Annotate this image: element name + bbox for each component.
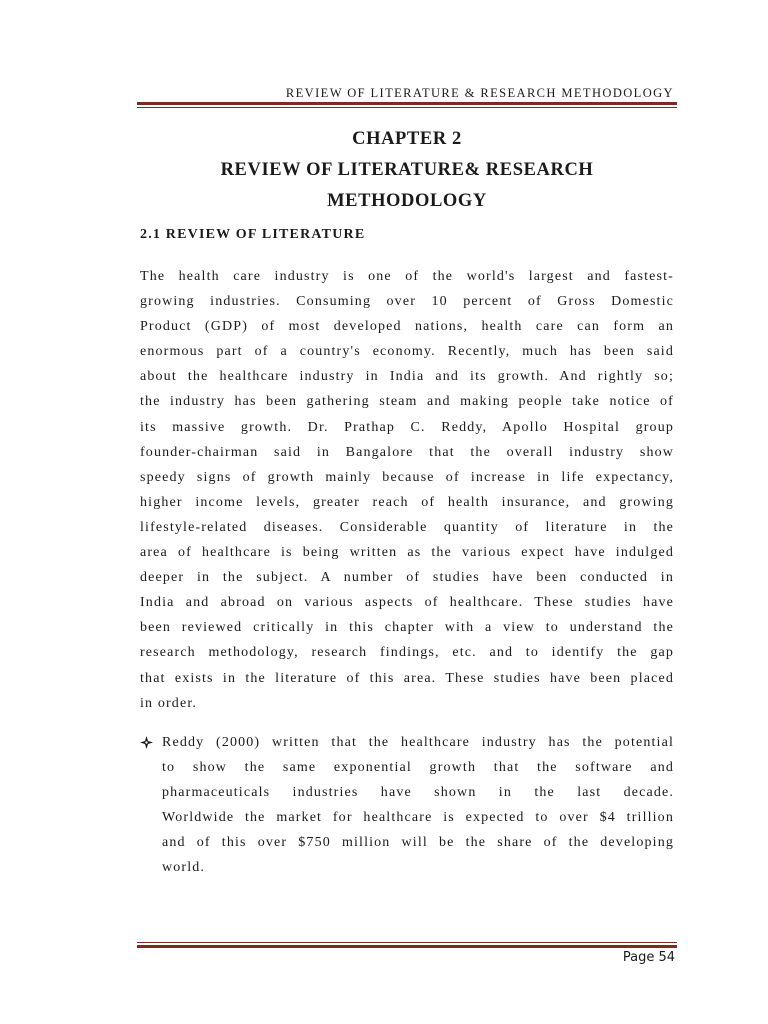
- bullet-line: Reddy (2000) written that the healthcare industry has the potential: [162, 735, 674, 750]
- paragraph-line: growing industries. Consuming over 10 percent of Gross Domestic: [140, 294, 674, 310]
- bullet-text: [162, 730, 674, 881]
- page-number: Page 54: [622, 950, 675, 965]
- paragraph-line: that exists in the literature of this area. These studies have been placed: [140, 670, 674, 686]
- paragraph-line: India and abroad on various aspects of healthcare. These studies have: [140, 595, 674, 611]
- paragraph-line: deeper in the subject. A number of studies have been conducted in: [140, 570, 674, 586]
- paragraph-line: lifestyle-related diseases. Considerable quantity of literature in the: [140, 519, 674, 535]
- paragraph-line: enormous part of a country's economy. Recently, much has been said: [140, 344, 674, 360]
- body-paragraph: [140, 264, 674, 716]
- paragraph-line: higher income levels, greater reach of health insurance, and growing: [140, 494, 674, 510]
- chapter-title-line-1: REVIEW OF LITERATURE& RESEARCH: [220, 160, 594, 180]
- chapter-number: CHAPTER 2: [352, 129, 462, 149]
- paragraph-line: been reviewed critically in this chapter with a view to understand the: [140, 620, 674, 636]
- footer-divider: [137, 940, 677, 948]
- section-heading: 2.1 REVIEW OF LITERATURE: [140, 227, 366, 242]
- chapter-title: [137, 124, 677, 217]
- paragraph-line: area of healthcare is being written as the various expect have indulged: [140, 545, 674, 561]
- paragraph-line: speedy signs of growth mainly because of increase in life expectancy,: [140, 469, 674, 485]
- bullet-line: to show the same exponential growth that the software and: [162, 760, 674, 776]
- paragraph-line: its massive growth. Dr. Prathap C. Reddy, Apollo Hospital group: [140, 419, 674, 435]
- bullet-line: pharmaceuticals industries have shown in the last decade.: [162, 785, 674, 801]
- paragraph-line: founder-chairman said in Bangalore that the overall industry show: [140, 444, 674, 460]
- paragraph-line: Product (GDP) of most developed nations, health care can form an: [140, 319, 674, 335]
- paragraph-line: about the healthcare industry in India and its growth. And rightly so;: [140, 369, 674, 385]
- bullet-line: world.: [162, 860, 206, 876]
- running-header: REVIEW OF LITERATURE & RESEARCH METHODOLOGY: [285, 86, 674, 100]
- chapter-title-line-2: METHODOLOGY: [327, 191, 487, 211]
- paragraph-line: the industry has been gathering steam and making people take notice of: [140, 394, 674, 410]
- diamond-bullet-icon: [140, 730, 154, 755]
- paragraph-line: in order.: [140, 695, 198, 711]
- paragraph-line: research methodology, research findings, etc. and to identify the gap: [140, 645, 674, 661]
- paragraph-line: The health care industry is one of the world's largest and fastest-: [140, 269, 674, 284]
- bullet-line: Worldwide the market for healthcare is expected to over $4 trillion: [162, 810, 674, 826]
- header-divider: [137, 102, 677, 108]
- bullet-item: [140, 730, 674, 881]
- bullet-line: and of this over $750 million will be the share of the developing: [162, 835, 674, 851]
